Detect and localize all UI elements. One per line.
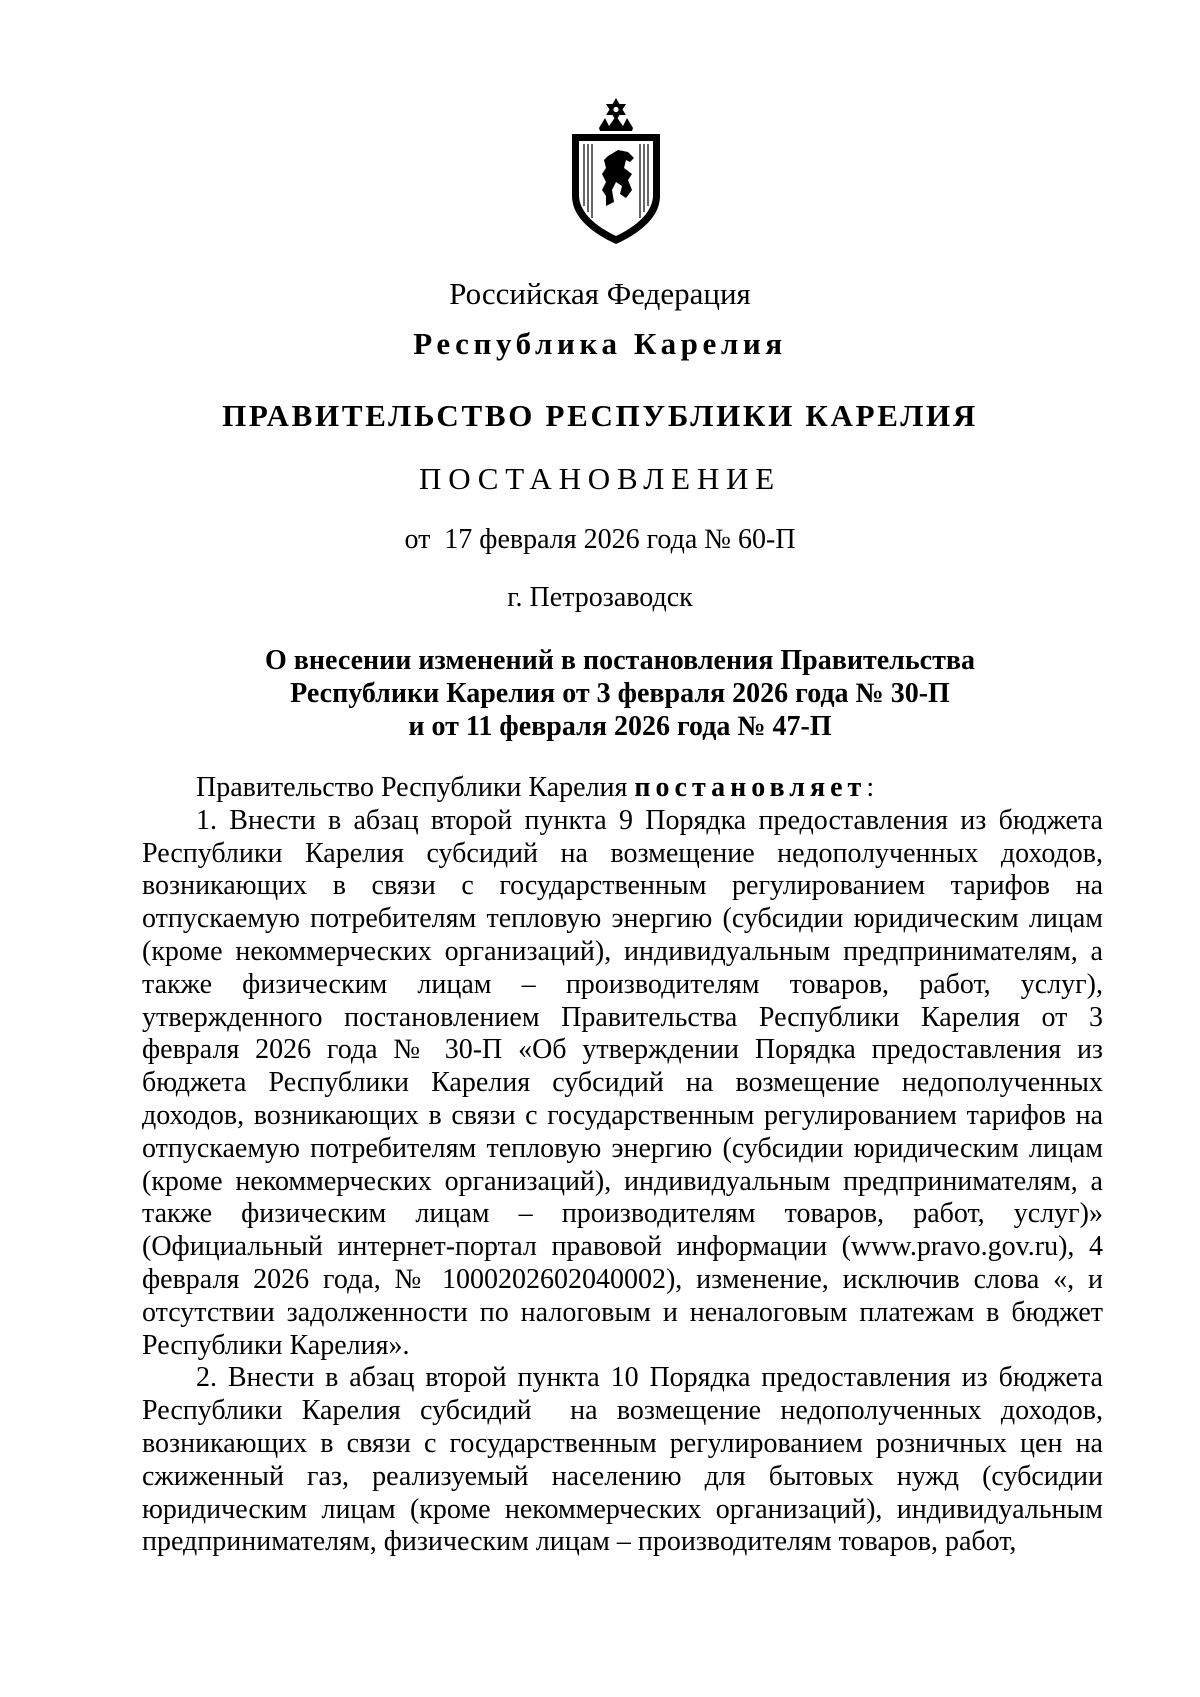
document-body xyxy=(142,772,1110,1559)
intro-suffix: : xyxy=(866,772,875,803)
paragraph: 2. Внести в абзац второй пункта 10 Порядка предоставления из бюджета Республики Карелия субсидий на возмещение недополученных доходов, возникающих в связи с государственным регулированием розничных цен на сжиженный газ, реализуемый населению для бытовых нужд (субсидии юридическим лицам (кроме некоммерческих организаций), индивидуальным предпринимателям, физическим лицам – производителям товаров, работ, xyxy=(142,1362,1110,1558)
republic-name: Республика Карелия xyxy=(413,326,787,361)
government-name: ПРАВИТЕЛЬСТВО РЕСПУБЛИКИ КАРЕЛИЯ xyxy=(222,398,978,433)
title-line: Республики Карелия от 3 февраля 2026 года № 30-П xyxy=(290,678,950,709)
title-line: О внесении изменений в постановления Правительства xyxy=(265,645,975,676)
intro-paragraph xyxy=(142,772,1103,805)
title-line: и от 11 февраля 2026 года № 47-П xyxy=(408,711,832,742)
document-city: г. Петрозаводск xyxy=(507,582,693,613)
country-name: Российская Федерация xyxy=(449,276,751,311)
document-title xyxy=(0,644,1200,743)
intro-prefix: Правительство Республики Карелия xyxy=(196,772,635,803)
intro-verb: постановляет xyxy=(634,772,867,803)
document-type: ПОСТАНОВЛЕНИЕ xyxy=(419,461,781,496)
paragraph: 1. Внести в абзац второй пункта 9 Порядка предоставления из бюджета Республики Карелия субсидий на возмещение недополученных доходов, возникающих в связи с государственным регулированием тарифов на отпускаемую потребителям тепловую энергию (субсидии юридическим лицам (кроме некоммерческих организаций), индивидуальным предпринимателям, а также физическим лицам – производителям товаров, работ, услуг), утвержденного постановлением Правительства Республики Карелия от 3 февраля 2026 года № 30-П «Об утверждении Порядка предоставления из бюджета Республики Карелия субсидий на возмещение недополученных доходов, возникающих в связи с государственным регулированием тарифов на отпускаемую потребителям тепловую энергию (субсидии юридическим лицам (кроме некоммерческих организаций), индивидуальным предпринимателям, а также физическим лицам – производителям товаров, работ, услуг)» (Официальный интернет-портал правовой информации (www.pravo.gov.ru), 4 февраля 2026 года, № 1000202602040002), изменение, исключив слова «, и отсутствии задолженности по налоговым и неналоговым платежам в бюджет Республики Карелия». xyxy=(142,804,1103,1361)
document-date: от 17 февраля 2026 года № 60-П xyxy=(404,524,796,555)
karelia-coat-of-arms-icon xyxy=(566,98,666,246)
